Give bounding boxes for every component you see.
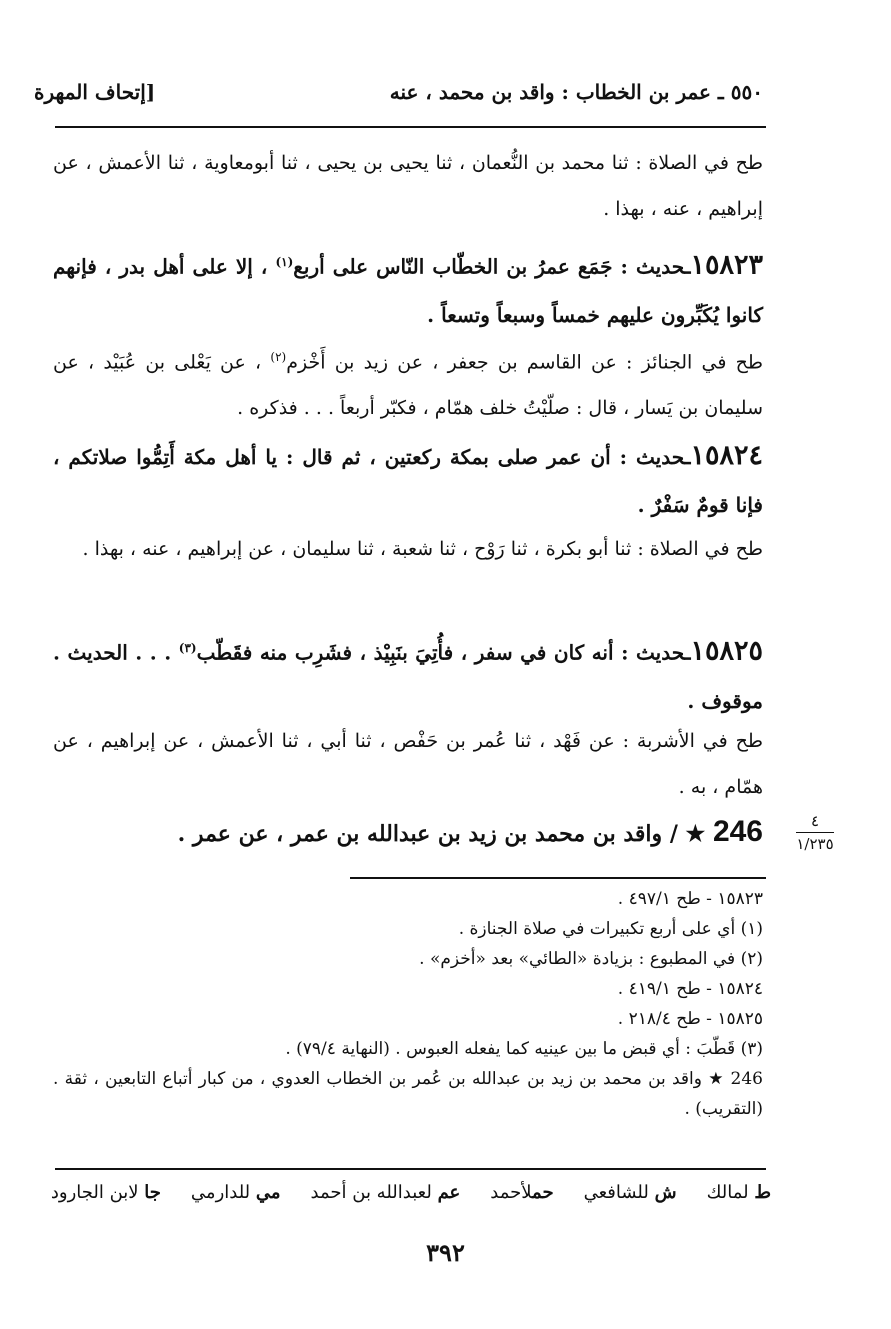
footnotes <box>53 884 763 1124</box>
footnote-marker: (٢) <box>270 350 287 364</box>
chain-text: طح في الجنائز : عن القاسم بن جعفر ، عن زيد بن أَخْزم <box>286 351 763 374</box>
chain-text: طح في الأشربة : عن فَهْد ، ثنا عُمر بن حَفْص ، ثنا أبي ، ثنا الأعمش ، عن إبراهيم ، عن همّام ، به . <box>53 730 763 798</box>
hadith-number: ١٥٨٢٣ <box>690 249 763 281</box>
chain-paragraph <box>53 140 763 232</box>
running-header-title: ٥٥٠ ـ عمر بن الخطاب : واقد بن محمد ، عنه <box>389 80 763 104</box>
abbreviation-item: ط لمالك <box>706 1182 771 1203</box>
margin-ref-bottom: ١/٢٣٥ <box>796 835 834 853</box>
narrator-number: 246 <box>712 815 763 848</box>
narrator-heading <box>53 812 763 854</box>
bottom-rule <box>55 1168 766 1170</box>
footnote: ١٥٨٢٤ - طح ٤١٩/١ . <box>617 979 763 999</box>
chain-text-continued: ، عن يَعْلى بن عُبَيْد ، عن سليمان بن يَسار ، قال : صلّيْتُ خلف همّام ، فكبّر أربعاً . . . فذكره . <box>53 351 763 420</box>
margin-ref-top: ٤ <box>810 812 820 830</box>
footnote-separator <box>350 877 766 879</box>
margin-reference <box>792 812 838 853</box>
chain-paragraph <box>53 334 763 431</box>
abbreviation-key <box>51 1182 771 1203</box>
chain-paragraph <box>53 718 763 810</box>
running-header-book: [إتحاف المهرة <box>34 80 156 104</box>
hadith-text: ـحديث : جَمَع عمرُ بن الخطّاب النّاس على أربع <box>293 254 691 279</box>
page-number: ٣٩٢ <box>426 1238 465 1267</box>
margin-ref-divider <box>796 832 834 833</box>
hadith-text-continued: ، إلا على أهل بدر ، فإنهم كانوا يُكَبِّرون عليهم خمساً وسبعاً وتسعاً . <box>53 254 763 327</box>
footnote-marker: (٣) <box>178 641 197 655</box>
footnote: ١٥٨٢٣ - طح ٤٩٧/١ . <box>617 889 763 909</box>
chain-text: طح في الصلاة : ثنا أبو بكرة ، ثنا رَوْح ، ثنا شعبة ، ثنا سليمان ، عن إبراهيم ، عنه ، بهذا . <box>82 538 763 560</box>
hadith-text: ـحديث : أن عمر صلى بمكة ركعتين ، ثم قال : يا أهل مكة أَتِمُّوا صلاتكم ، فإنا قومٌ سَفْرٌ . <box>53 445 763 517</box>
footnote: (١) أي على أربع تكبيرات في صلاة الجنازة . <box>458 919 763 939</box>
hadith-text: ـحديث : أنه كان في سفر ، فأُتِيَ بنَبِيْذ ، فشَرِب منه فقَطّب <box>196 640 691 665</box>
narrator-text: / واقد بن محمد بن زيد بن عبدالله بن عمر ، عن عمر . <box>177 821 678 847</box>
abbreviation-item: جا لابن الجارود <box>50 1182 161 1203</box>
abbreviation-item: ش للشافعي <box>583 1182 677 1203</box>
abbreviation-item: حملأحمد <box>490 1182 554 1203</box>
hadith-number: ١٥٨٢٥ <box>690 635 763 667</box>
footnote: ١٥٨٢٥ - طح ٢١٨/٤ . <box>617 1009 763 1029</box>
star-icon: ★ <box>685 821 706 847</box>
footnote: (٢) في المطبوع : بزيادة «الطائي» بعد «أخزم» . <box>419 949 763 969</box>
chain-text: طح في الصلاة : ثنا محمد بن النُّعمان ، ثنا يحيى بن يحيى ، ثنا أبومعاوية ، ثنا الأعمش ، عن إبراهيم ، عنه ، بهذا . <box>53 152 763 220</box>
header-rule <box>55 126 766 128</box>
hadith-text-continued: . . . الحديث . موقوف . <box>53 640 763 713</box>
hadith-entry <box>53 238 763 339</box>
footnote-marker: (١) <box>275 255 294 269</box>
hadith-entry <box>53 624 763 725</box>
hadith-entry <box>53 432 763 529</box>
chain-paragraph <box>53 526 763 572</box>
abbreviation-item: مي للدارمي <box>190 1182 281 1203</box>
footnote: (٣) قَطّبَ : أي قبض ما بين عينيه كما يفعله العبوس . (النهاية ٧٩/٤) . <box>285 1039 763 1059</box>
abbreviation-item: عم لعبدالله بن أحمد <box>310 1182 461 1203</box>
footnote: 246 ★ واقد بن محمد بن زيد بن عبدالله بن عُمر بن الخطاب العدوي ، من كبار أتباع التابعين ، ثقة . (التقريب) . <box>53 1069 763 1119</box>
hadith-number: ١٥٨٢٤ <box>690 440 763 471</box>
